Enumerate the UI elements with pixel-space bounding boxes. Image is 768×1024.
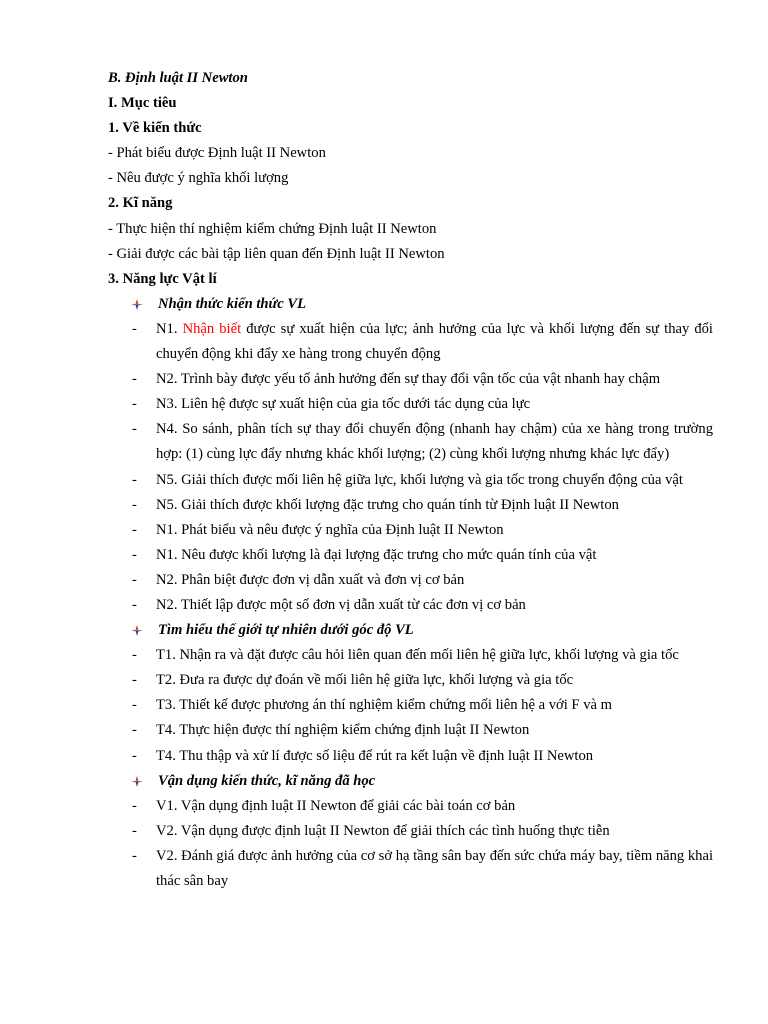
knowledge-item: - Phát biểu được Định luật II Newton [108,145,326,162]
competency-item [108,493,713,518]
doc-title: B. Định luật II Newton [108,70,248,86]
dash-marker: - [132,822,137,839]
competency-item [108,593,713,618]
competency-item [108,518,713,543]
competency-item [108,693,713,718]
group-heading-exploration [108,618,713,643]
group-heading-label: Tìm hiểu thế giới tự nhiên dưới góc độ VL [158,622,414,639]
item-text: T4. Thu thập và xử lí được số liệu để rút ra kết luận về định luật II Newton [156,747,594,764]
knowledge-item: - Nêu được ý nghĩa khối lượng [108,170,289,187]
heading-knowledge: 1. Về kiến thức [108,120,202,137]
group-heading-label: Vận dụng kiến thức, kĩ năng đã học [158,772,376,789]
star-bullet-icon [131,625,143,636]
star-bullet-icon [131,299,143,310]
competency-item [108,668,713,693]
dash-marker: - [132,596,137,613]
item-text: N2. Thiết lập được một số đơn vị dẫn xuất từ các đơn vị cơ bản [156,596,526,613]
competency-item [108,643,713,668]
dash-marker: - [132,320,137,337]
heading-skills: 2. Kĩ năng [108,195,173,212]
competency-item [108,794,713,819]
item-prefix: N1. [156,320,183,337]
dash-marker: - [132,797,137,814]
competency-item [108,417,713,467]
competency-item [108,543,713,568]
item-text: N5. Giải thích được khối lượng đặc trưng cho quán tính từ Định luật II Newton [156,496,619,513]
star-bullet-icon [131,776,143,787]
dash-marker: - [132,396,137,413]
heading-physics-competency: 3. Năng lực Vật lí [108,270,217,287]
skill-item: - Giải được các bài tập liên quan đến Định luật II Newton [108,245,445,262]
section-objectives: I. Mục tiêu [108,95,177,112]
item-text: V2. Đánh giá được ảnh hưởng của cơ sở hạ tầng sân bay đến sức chứa máy bay, tiềm năng khai thác sân bay [156,847,713,889]
item-text: T2. Đưa ra được dự đoán về mối liên hệ giữa lực, khối lượng và gia tốc [156,672,574,689]
item-text: T3. Thiết kế được phương án thí nghiệm kiểm chứng mối liên hệ a với F và m [156,697,612,714]
competency-item [108,844,713,894]
item-text: T1. Nhận ra và đặt được câu hỏi liên quan đến mối liên hệ giữa lực, khối lượng và gia tốc [156,647,679,664]
competency-item [108,468,713,493]
document-page [108,66,713,894]
dash-marker: - [132,471,137,488]
item-text: N2. Trình bày được yếu tố ảnh hưởng đến sự thay đổi vận tốc của vật nhanh hay chậm [156,371,661,388]
dash-marker: - [132,571,137,588]
item-text: T4. Thực hiện được thí nghiệm kiểm chứng định luật II Newton [156,722,530,739]
item-text: N5. Giải thích được mối liên hệ giữa lực, khối lượng và gia tốc trong chuyển động của vật [156,471,683,488]
item-text: N2. Phân biệt được đơn vị dẫn xuất và đơn vị cơ bản [156,571,465,588]
dash-marker: - [132,421,137,438]
competency-item [108,317,713,367]
item-text: V2. Vận dụng được định luật II Newton để giải thích các tình huống thực tiễn [156,822,610,839]
dash-marker: - [132,371,137,388]
competency-item [108,819,713,844]
dash-marker: - [132,521,137,538]
group-heading-label: Nhận thức kiến thức VL [158,295,307,312]
competency-item [108,568,713,593]
item-text: được sự xuất hiện của lực; ảnh hưởng của lực và khối lượng đến sự thay đổi chuyển động khi đẩy xe hàng trong chuyển động [156,320,713,363]
dash-marker: - [132,847,137,864]
dash-marker: - [132,697,137,714]
highlighted-term: Nhận biết [182,320,242,337]
competency-item [108,392,713,417]
group-heading-awareness [108,292,713,317]
dash-marker: - [132,672,137,689]
item-text: N1. Nêu được khối lượng là đại lượng đặc trưng cho mức quán tính của vật [156,546,597,563]
skill-item: - Thực hiện thí nghiệm kiểm chứng Định luật II Newton [108,220,437,237]
dash-marker: - [132,546,137,563]
competency-item [108,367,713,392]
competency-item [108,744,713,769]
competency-item [108,718,713,743]
dash-marker: - [132,722,137,739]
item-text: N3. Liên hệ được sự xuất hiện của gia tốc dưới tác dụng của lực [156,396,531,413]
item-text: N4. So sánh, phân tích sự thay đổi chuyển động (nhanh hay chậm) của xe hàng trong trường hợp: (1) cùng lực đẩy nhưng khác khối lượng; (2) cùng khối lượng nhưng khác lực đẩy) [156,421,713,463]
item-text: N1. Phát biểu và nêu được ý nghĩa của Định luật II Newton [156,521,504,538]
dash-marker: - [132,647,137,664]
dash-marker: - [132,747,137,764]
item-text: V1. Vận dụng định luật II Newton để giải các bài toán cơ bản [156,797,516,814]
group-heading-application [108,769,713,794]
dash-marker: - [132,496,137,513]
